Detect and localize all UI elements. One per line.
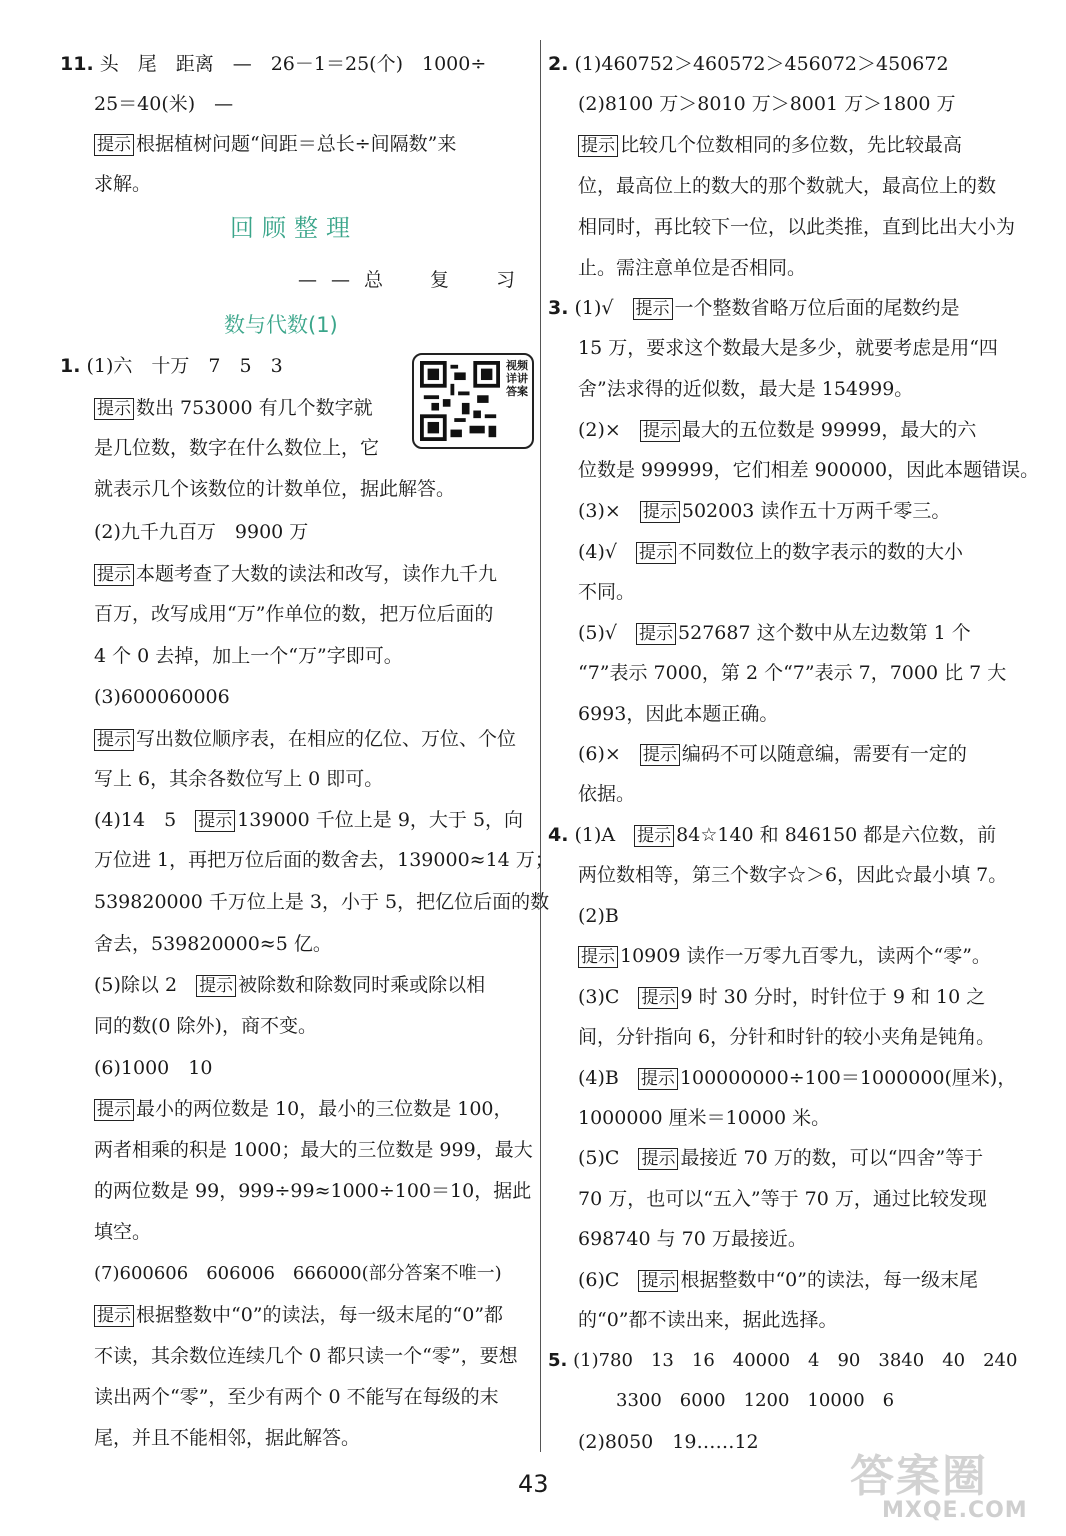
hint-label: 提示	[94, 1305, 134, 1327]
text-line: 6993，因此本题正确。	[578, 703, 779, 725]
q4-6: (6)C 提示 根据整数中“0”的读法，每一级末尾	[578, 1269, 978, 1291]
text-line: 698740 与 70 万最接近。	[578, 1228, 807, 1250]
q1-2-hint: 提示 本题考查了大数的读法和改写，读作九千九	[94, 562, 497, 586]
hint-label: 提示	[196, 975, 236, 997]
text-line: 位，最高位上的数大的那个数就大，最高位上的数	[578, 175, 997, 197]
watermark-text: 答案圈	[850, 1451, 988, 1502]
q5-1: 5. (1)780 13 16 40000 4 90 3840 40 240	[548, 1350, 1018, 1371]
text-line: 两位数相等，第三个数字☆＞6，因此☆最小填 7。	[578, 864, 1008, 886]
text-line: 尾，并且不能相邻，据此解答。	[94, 1427, 361, 1449]
hint-label: 提示	[636, 623, 676, 645]
q4-2-hint: 提示 10909 读作一万零九百零九，读两个“零”。	[578, 944, 991, 968]
text-line: 同的数(0 除外)，商不变。	[94, 1015, 317, 1037]
hint-label: 提示	[638, 987, 678, 1009]
text-line: 相同时，再比较下一位，以此类推，直到比出大小为	[578, 216, 1016, 238]
text-line: 百万，改写成用“万”作单位的数，把万位后面的	[94, 603, 494, 625]
hint-label: 提示	[633, 298, 673, 320]
q2-2: (2)8100 万＞8010 万＞8001 万＞1800 万	[578, 93, 956, 115]
q1-1-hint: 提示 数出 753000 有几个数字就	[94, 396, 373, 420]
section-topic: 数与代数(1)	[224, 313, 338, 337]
q1-1: 1. (1)六 十万 7 5 3	[60, 355, 283, 377]
hint-label: 提示	[578, 135, 618, 157]
watermark-url: MXQE.COM	[882, 1498, 1028, 1523]
text-line: 间，分针指向 6，分针和时针的较小夹角是钝角。	[578, 1026, 996, 1048]
hint-label: 提示	[94, 398, 134, 420]
text-line: 两者相乘的积是 1000；最大的三位数是 999，最大	[94, 1139, 533, 1161]
qr-code-icon	[420, 361, 500, 441]
text-line: 70 万，也可以“五入”等于 70 万，通过比较发现	[578, 1188, 987, 1210]
q1-2: (2)九千九百万 9900 万	[94, 521, 309, 543]
q11-line-1: 11. 头 尾 距离 — 26－1＝25(个) 1000÷	[60, 53, 487, 75]
text-line: 的两位数是 99，999÷99≈1000÷100＝10，据此	[94, 1180, 532, 1202]
text-line: 不读，其余数位连续几个 0 都只读一个“零”，要想	[94, 1345, 518, 1367]
q4-1: 4. (1)A 提示 84☆140 和 846150 都是六位数，前	[548, 824, 997, 846]
hint-label: 提示	[195, 810, 235, 832]
q4-4: (4)B 提示 100000000÷100＝1000000(厘米)，	[578, 1067, 1017, 1089]
hint-label: 提示	[578, 946, 618, 968]
q1-7: (7)600606 606006 666000(部分答案不唯一)	[94, 1263, 502, 1284]
q3-3: (3)× 提示 502003 读作五十万两千零三。	[578, 500, 951, 522]
column-divider	[540, 40, 541, 1452]
hint-label: 提示	[634, 825, 674, 847]
text-line: 万位进 1，再把万位后面的数舍去，139000≈14 万；	[94, 849, 554, 871]
hint-label: 提示	[94, 729, 134, 751]
q5-1-cont: 3300 6000 1200 10000 6	[616, 1390, 895, 1411]
q1-5: (5)除以 2 提示 被除数和除数同时乘或除以相	[94, 974, 486, 996]
qr-code-box[interactable]	[412, 353, 534, 449]
text-line: 不同。	[578, 581, 636, 603]
q4-2: (2)B	[578, 905, 619, 927]
hint-label: 提示	[640, 420, 680, 442]
text-line: 舍”法求得的近似数，最大是 154999。	[578, 378, 914, 400]
hint-label: 提示	[636, 542, 676, 564]
q1-6-hint: 提示 最小的两位数是 10，最小的三位数是 100，	[94, 1097, 513, 1121]
text-line: 1000000 厘米＝10000 米。	[578, 1107, 831, 1129]
text-line: “7”表示 7000，第 2 个“7”表示 7，7000 比 7 大	[578, 662, 1007, 684]
text-line: 15 万，要求这个数最大是多少，就要考虑是用“四	[578, 337, 998, 359]
q1-4: (4)14 5 提示 139000 千位上是 9，大于 5，向	[94, 809, 524, 831]
qr-caption: 视频详讲答案	[506, 359, 528, 398]
hint-label: 提示	[638, 1270, 678, 1292]
hint-label: 提示	[640, 501, 680, 523]
section-title: 回顾整理	[230, 214, 358, 242]
q1-3-hint: 提示 写出数位顺序表，在相应的亿位、万位、个位	[94, 727, 516, 751]
hint-label: 提示	[94, 134, 134, 156]
q2-hint: 提示 比较几个位数相同的多位数，先比较最高	[578, 133, 962, 157]
watermark-logo	[850, 1440, 1060, 1536]
text-line: 是几位数，数字在什么数位上，它	[94, 437, 380, 459]
hint-label: 提示	[638, 1148, 678, 1170]
q4-3: (3)C 提示 9 时 30 分时，时针位于 9 和 10 之	[578, 986, 986, 1008]
text-line: 4 个 0 去掉，加上一个“万”字即可。	[94, 645, 403, 667]
text-line: 填空。	[94, 1221, 152, 1243]
q1-7-hint: 提示 根据整数中“0”的读法，每一级末尾的“0”都	[94, 1303, 503, 1327]
q3-4: (4)√ 提示 不同数位上的数字表示的数的大小	[578, 541, 964, 563]
q3-6: (6)× 提示 编码不可以随意编，需要有一定的	[578, 743, 967, 765]
text-line: 写上 6，其余各数位写上 0 即可。	[94, 768, 384, 790]
section-subtitle: ——总 复 习	[298, 269, 530, 291]
text-line: 位数是 999999，它们相差 900000，因此本题错误。	[578, 459, 1040, 481]
q1-6: (6)1000 10	[94, 1057, 213, 1079]
text-line: 依据。	[578, 783, 636, 805]
text-line: 读出两个“零”，至少有两个 0 不能写在每级的末	[94, 1386, 499, 1408]
text-line: 的“0”都不读出来，据此选择。	[578, 1309, 838, 1331]
q1-3: (3)600060006	[94, 686, 230, 708]
q2-1: 2. (1)460752＞460572＞456072＞450672	[548, 53, 949, 75]
q3-2: (2)× 提示 最大的五位数是 99999，最大的六	[578, 419, 977, 441]
text-line: 539820000 千万位上是 3，小于 5，把亿位后面的数	[94, 891, 550, 913]
q3-5: (5)√ 提示 527687 这个数中从左边数第 1 个	[578, 622, 971, 644]
text-line: 舍去，539820000≈5 亿。	[94, 933, 332, 955]
hint-label: 提示	[94, 1099, 134, 1121]
hint-label: 提示	[94, 564, 134, 586]
q5-2: (2)8050 19……12	[578, 1431, 759, 1453]
hint-label: 提示	[638, 1068, 678, 1090]
q11-hint-cont: 求解。	[94, 173, 152, 195]
q11-line-2: 25＝40(米) —	[94, 93, 234, 115]
text-line: 止。需注意单位是否相同。	[578, 257, 807, 279]
text-line: 就表示几个该数位的计数单位，据此解答。	[94, 478, 456, 500]
page-number: 43	[518, 1470, 549, 1498]
q4-5: (5)C 提示 最接近 70 万的数，可以“四舍”等于	[578, 1147, 984, 1169]
q11-hint: 提示 根据植树问题“间距＝总长÷间隔数”来	[94, 132, 456, 156]
q3-1: 3. (1)√ 提示 一个整数省略万位后面的尾数约是	[548, 297, 960, 319]
hint-label: 提示	[640, 744, 680, 766]
